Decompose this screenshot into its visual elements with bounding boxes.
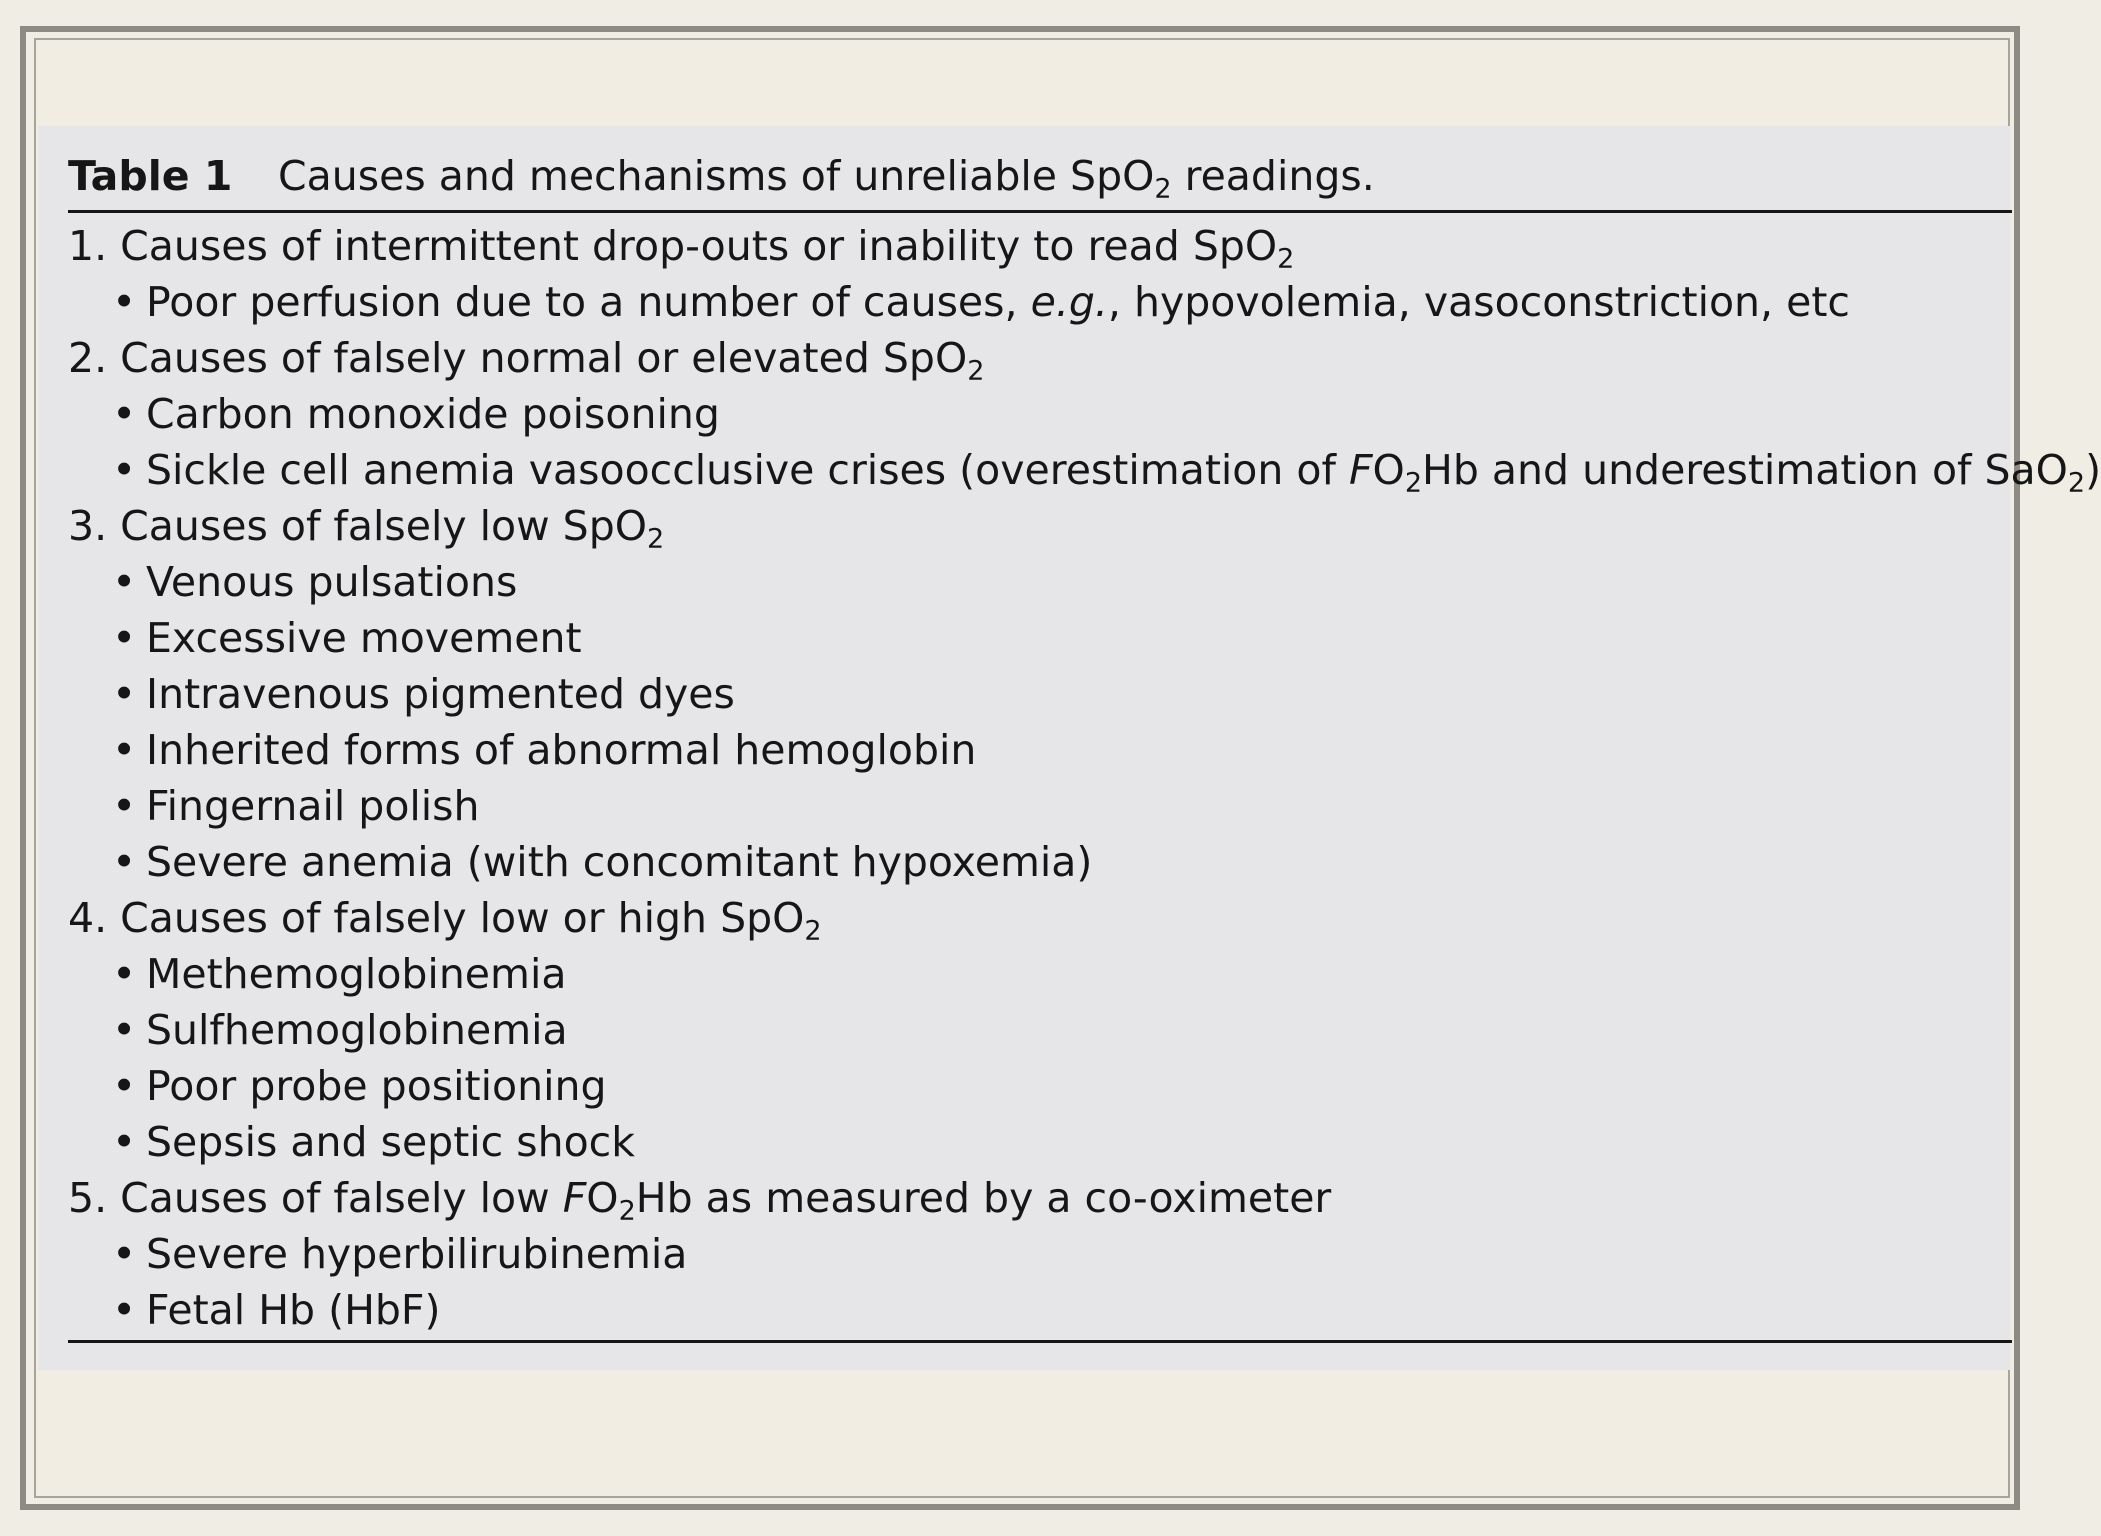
list-item: • Carbon monoxide poisoning (68, 386, 2012, 442)
bullet-icon: • (112, 1118, 137, 1166)
category-heading: 2. Causes of falsely normal or elevated SpO$_2$ (68, 334, 985, 387)
list-item: • Poor probe positioning (68, 1058, 2012, 1114)
category-heading: 3. Causes of falsely low SpO$_2$ (68, 502, 665, 555)
list-item: • Sickle cell anemia vasoocclusive crises (overestimation of $FO_2Hb$ and underestimation of SaO$_2$) (68, 442, 2012, 498)
list-item: • Severe anemia (with concomitant hypoxemia) (68, 834, 2012, 890)
bullet-icon: • (112, 838, 137, 886)
list-item: • Intravenous pigmented dyes (68, 666, 2012, 722)
category-heading: 5. Causes of falsely low $FO_2Hb$ as measured by a co-oximeter (68, 1174, 1332, 1227)
bullet-icon: • (112, 1062, 137, 1110)
caption-text: Causes and mechanisms of unreliable SpO$_2$ readings. (278, 152, 1375, 205)
bullet-icon: • (112, 670, 137, 718)
list-item: • Sepsis and septic shock (68, 1114, 2012, 1170)
table-top-rule (68, 210, 2012, 213)
bullet-icon: • (112, 614, 137, 662)
list-item: • Inherited forms of abnormal hemoglobin (68, 722, 2012, 778)
table-body (68, 218, 2101, 1338)
bullet-icon: • (112, 1230, 137, 1278)
bullet-icon: • (112, 390, 137, 438)
bullet-icon: • (112, 782, 137, 830)
list-item: • Fetal Hb (HbF) (68, 1282, 2012, 1338)
list-item: • Sulfhemoglobinemia (68, 1002, 2012, 1058)
list-item: • Severe hyperbilirubinemia (68, 1226, 2012, 1282)
bullet-icon: • (112, 726, 137, 774)
list-item: • Fingernail polish (68, 778, 2012, 834)
list-item: • Excessive movement (68, 610, 2012, 666)
bullet-icon: • (112, 1006, 137, 1054)
bullet-icon: • (112, 1286, 137, 1334)
bullet-icon: • (112, 278, 137, 326)
bullet-icon: • (112, 446, 137, 494)
bullet-icon: • (112, 558, 137, 606)
table-caption (68, 150, 1375, 205)
bullet-icon: • (112, 950, 137, 998)
list-item: • Venous pulsations (68, 554, 2012, 610)
category-heading: 1. Causes of intermittent drop-outs or inability to read SpO$_2$ (68, 222, 1295, 275)
table-bottom-rule (68, 1340, 2012, 1343)
table-label: Table 1 (68, 152, 233, 200)
category-heading: 4. Causes of falsely low or high SpO$_2$ (68, 894, 822, 947)
list-item: • Poor perfusion due to a number of causes, e.g., hypovolemia, vasoconstriction, etc (68, 274, 2012, 330)
list-item: • Methemoglobinemia (68, 946, 2012, 1002)
